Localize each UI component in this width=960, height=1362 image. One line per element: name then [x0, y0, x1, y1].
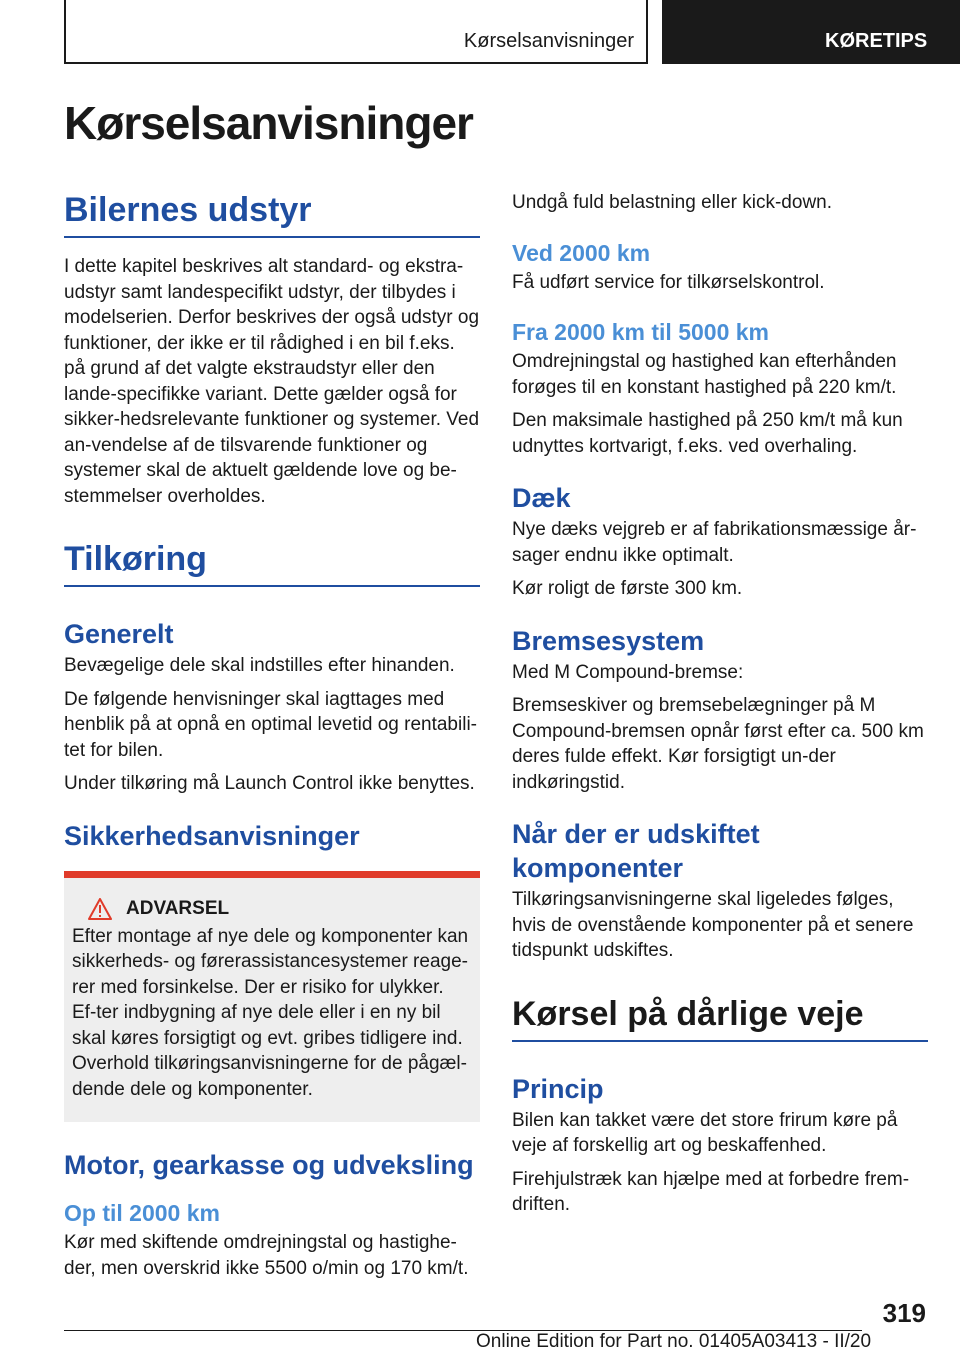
warning-header [72, 898, 472, 920]
warning-text: Efter montage af nye dele og komponenter kan sikkerheds- og førerassistancesystemer reage-rer med forsinkelse. Der er risiko for ulykker. Ef-ter indbygning af nye dele eller i en ny bil skal køres forsigtigt og evt. gribes tidligere ind. Overhold tilkøringsanvisningerne for de pågæl-dende dele og komponenter. [72, 925, 469, 1100]
paragraph-at2000: Få udført service for tilkørselskontrol. [512, 271, 825, 293]
paragraph-brakes-1: Med M Compound-bremse: [512, 661, 744, 683]
header-section-tab [64, 0, 648, 64]
warning-triangle-icon [88, 898, 112, 920]
paragraph-general-2: De følgende henvisninger skal iagttages med henblik på at opnå en optimal levetid og rentabili-tet for bilen. [64, 688, 477, 761]
paragraph-continuation: Undgå fuld belastning eller kick-down. [512, 192, 833, 213]
paragraph-tires-2: Kør roligt de første 300 km. [512, 578, 743, 599]
heading-at2000: Ved 2000 km [512, 239, 651, 266]
right-column [512, 190, 928, 1226]
heading-safety: Sikkerhedsanvisninger [64, 820, 360, 851]
paragraph-upto2000: Kør med skiftende omdrejningstal og hastighe-der, men overskrid ikke 5500 o/min og 170 km/t. [64, 1232, 469, 1279]
warning-label: ADVARSEL [126, 897, 230, 919]
paragraph-brakes-2: Bremseskiver og bremsebelægninger på M Compound-bremsen opnår først efter ca. 500 km deres fulde effekt. Kør forsigtigt un-der indkøringstid. [512, 695, 924, 793]
page-number: 319 [882, 1298, 926, 1328]
heading-breakin: Tilkøring [64, 539, 480, 587]
header-chapter-tab [662, 0, 960, 64]
left-column [64, 190, 480, 1289]
paragraph-principle-2: Firehjulstræk kan hjælpe med at forbedre frem-driften. [512, 1168, 910, 1215]
paragraph-tires-1: Nye dæks vejgreb er af fabrikationsmæssige år-sager endnu ikke optimalt. [512, 519, 917, 566]
paragraph-general-3: Under tilkøring må Launch Control ikke benyttes. [64, 773, 475, 794]
header-section-title: Kørselsanvisninger [463, 30, 634, 52]
paragraph-equipment: I dette kapitel beskrives alt standard- og ekstra-udstyr samt landespecifikt udstyr, der tilbydes i modelserien. Derfor beskrives der også udstyr og funktioner, der ikke er til rådighed i en bil f.eks. på grund af det valgte ekstraudstyr eller den lande-specifikke variant. Dette gælder også for sikker-hedsrelevante funktioner og systemer. Ved an-vendelse af de tilsvarende funktioner og systemer skal de aktuelt gældende love og be-stemmelser overholdes. [64, 256, 480, 507]
footer-edition-text: Online Edition for Part no. 01405A03413 - II/20 [476, 1331, 872, 1352]
heading-engine: Motor, gearkasse og udveksling [64, 1150, 474, 1180]
heading-2000to5000: Fra 2000 km til 5000 km [512, 319, 769, 345]
paragraph-general-1: Bevægelige dele skal indstilles efter hinanden. [64, 655, 455, 676]
heading-badroads: Kørsel på dårlige veje [512, 994, 928, 1042]
page-title: Kørselsanvisninger [64, 97, 473, 149]
warning-box [64, 871, 480, 1123]
heading-principle: Princip [512, 1073, 604, 1104]
paragraph-2000to5000-2: Den maksimale hastighed på 250 km/t må kun udnyttes kortvarigt, f.eks. ved overhaling. [512, 410, 903, 457]
header-chapter-title: KØRETIPS [825, 30, 928, 52]
heading-general: Generelt [64, 619, 174, 649]
heading-brakes: Bremsesystem [512, 625, 705, 656]
paragraph-2000to5000-1: Omdrejningstal og hastighed kan efterhånden forøges til en konstant hastighed på 220 km/t. [512, 351, 897, 398]
paragraph-components: Tilkøringsanvisningerne skal ligeledes følges, hvis de ovenstående komponenter på et senere tidspunkt udskiftes. [512, 889, 914, 961]
paragraph-principle-1: Bilen kan takket være det store frirum køre på veje af forskellig art og beskaffenhed. [512, 1109, 898, 1156]
footer-edition [476, 1331, 871, 1353]
heading-tires: Dæk [512, 483, 571, 513]
heading-components: Når der er udskiftet komponenter [512, 819, 760, 883]
heading-upto2000: Op til 2000 km [64, 1200, 220, 1226]
heading-equipment: Bilernes udstyr [64, 190, 480, 238]
